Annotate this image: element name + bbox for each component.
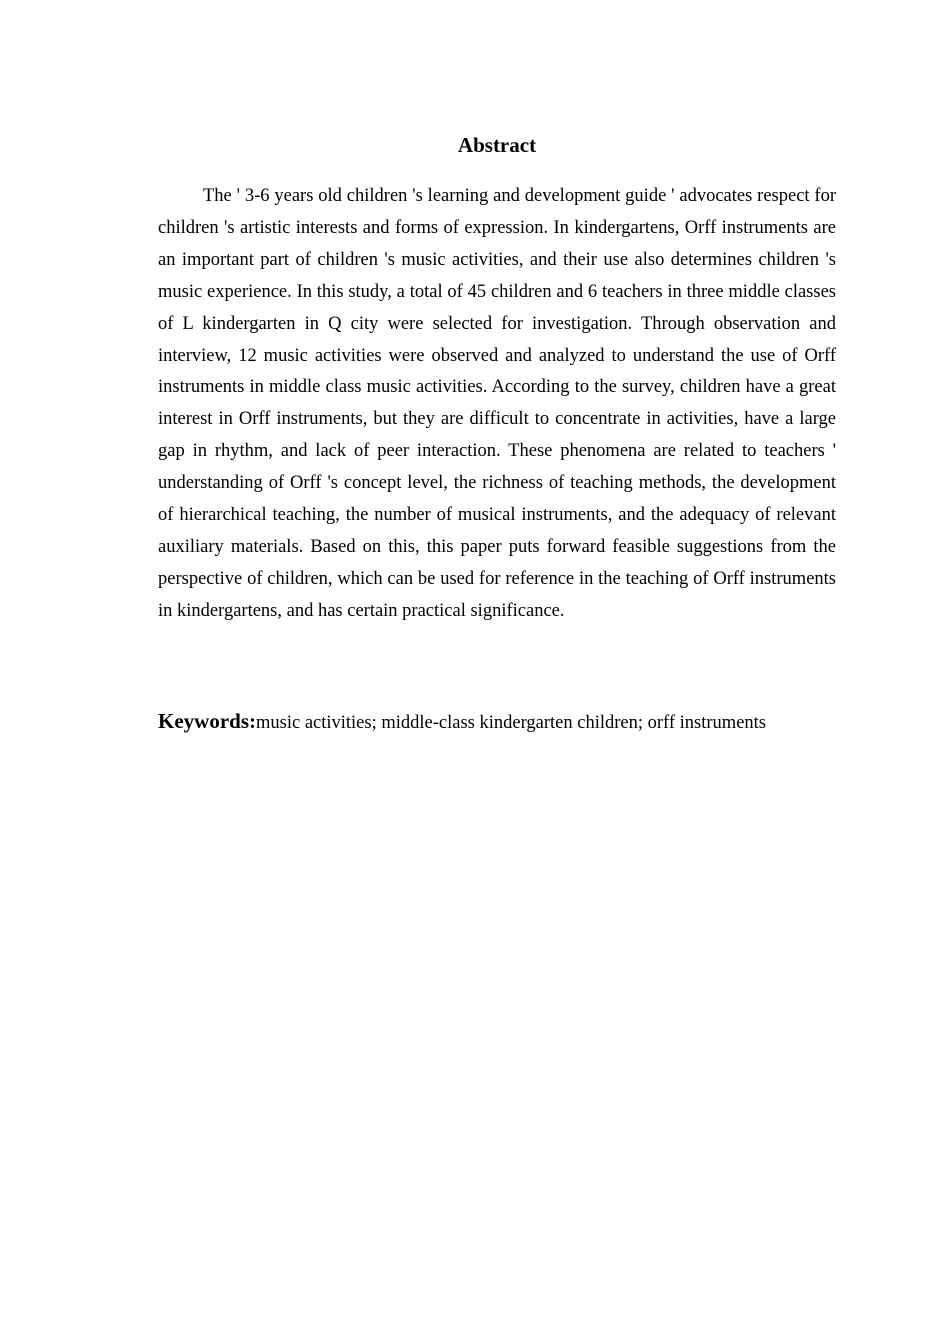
keywords-line [158, 705, 858, 739]
abstract-heading: Abstract [457, 133, 537, 157]
keywords-label: Keywords: [158, 709, 256, 733]
abstract-paragraph: The ' 3-6 years old children 's learning and development guide ' advocates respect for children 's artistic interests and forms of expression. In kindergartens, Orff instruments are an important part of children 's music activities, and their use also determines children 's music experience. In this study, a total of 45 children and 6 teachers in three middle classes of L kindergarten in Q city were selected for investigation. Through observation and interview, 12 music activities were observed and analyzed to understand the use of Orff instruments in middle class music activities. According to the survey, children have a great interest in Orff instruments, but they are difficult to concentrate in activities, have a large gap in rhythm, and lack of peer interaction. These phenomena are related to teachers ' understanding of Orff 's concept level, the richness of teaching methods, the development of hierarchical teaching, the number of musical instruments, and the adequacy of relevant auxiliary materials. Based on this, this paper puts forward feasible suggestions from the perspective of children, which can be used for reference in the teaching of Orff instruments in kindergartens, and has certain practical significance. [158, 186, 836, 621]
keywords-text: music activities; middle-class kindergarten children; orff instruments [256, 713, 766, 733]
